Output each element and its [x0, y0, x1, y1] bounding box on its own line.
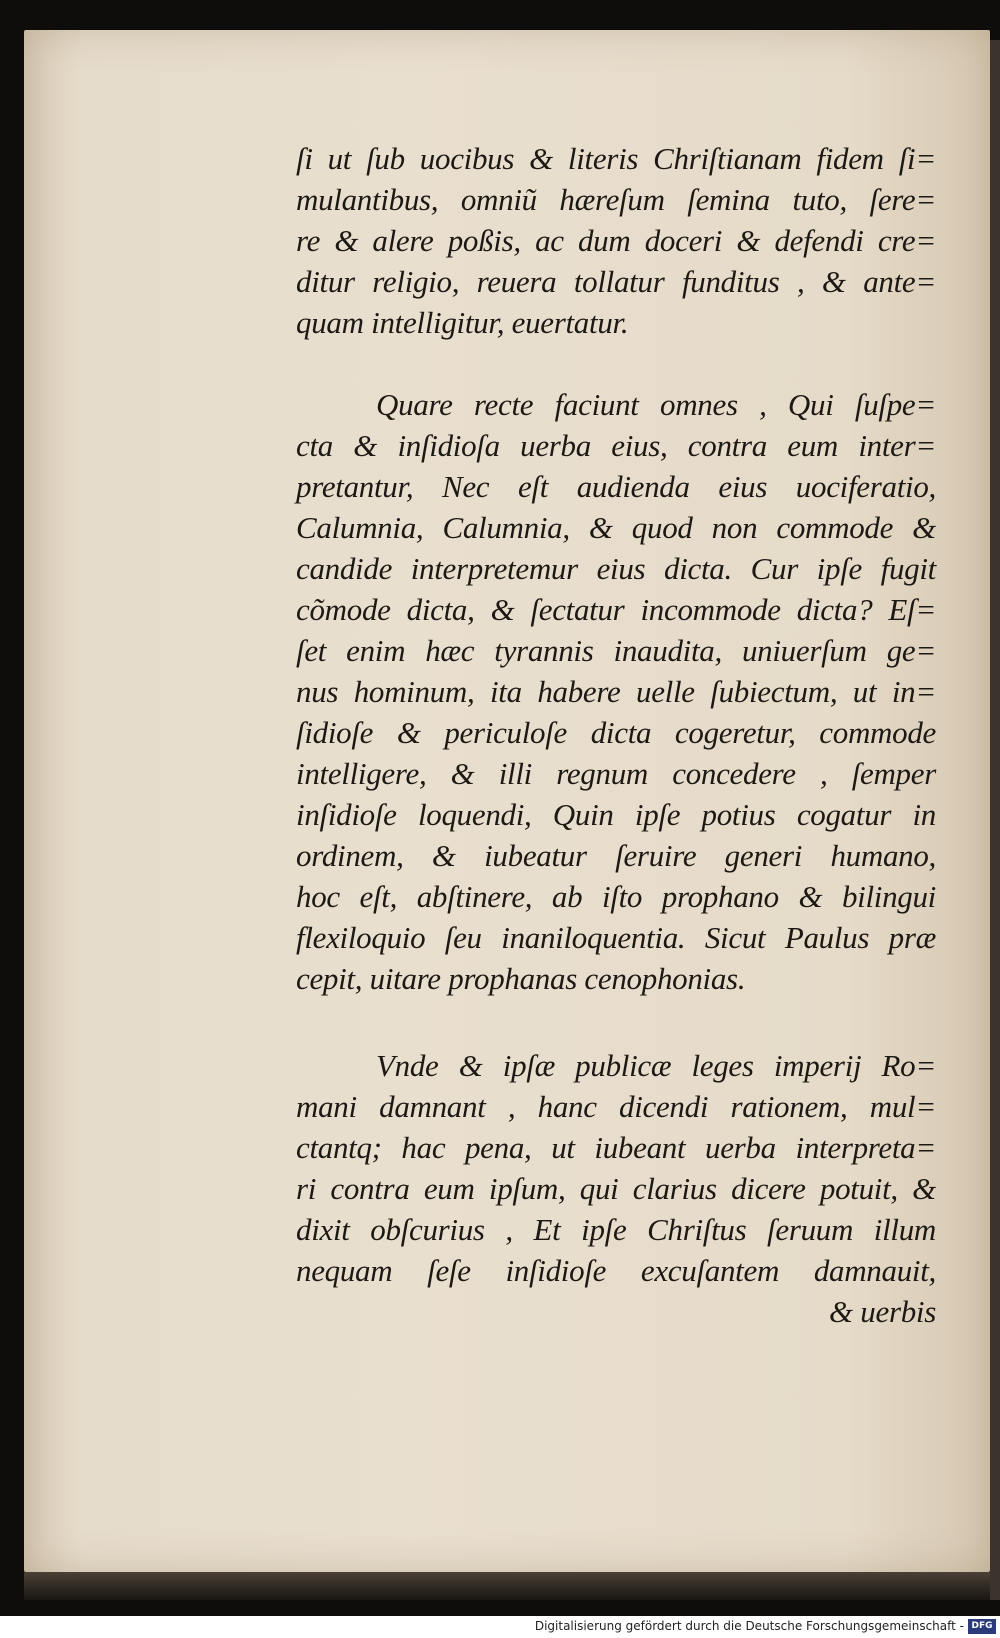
paragraph-2 — [296, 384, 936, 999]
dfg-logo: DFG — [968, 1619, 996, 1634]
text-line: mulantibus, omniũ hæreſum ſemina tuto, ſere= — [296, 182, 936, 217]
text-line: ſet enim hæc tyrannis inaudita, uniuerſum ge= — [296, 633, 936, 668]
text-line: Calumnia, Calumnia, & quod non commode & — [296, 510, 936, 545]
text-line: re & alere poßis, ac dum doceri & defendi cre= — [296, 223, 936, 258]
text-line: cepit, uitare prophanas cenophonias. — [296, 961, 746, 996]
text-line: ſi ut ſub uocibus & literis Chriſtianam fidem ſi= — [296, 141, 936, 176]
text-line: nus hominum, ita habere uelle ſubiectum, ut in= — [296, 674, 936, 709]
text-line: mani damnant , hanc dicendi rationem, mul= — [296, 1089, 936, 1124]
footer-credit: Digitalisierung gefördert durch die Deutsche Forschungsgemeinschaft - — [534, 1619, 964, 1633]
text-line: candide interpretemur eius dicta. Cur ipſe fugit — [296, 551, 936, 586]
paragraph-1 — [296, 138, 936, 343]
text-line: intelligere, & illi regnum concedere , ſemper — [296, 756, 936, 791]
text-line: ctantq; hac pena, ut iubeant uerba interpreta= — [296, 1130, 936, 1165]
digitization-footer — [0, 1616, 1000, 1638]
text-line: ſidioſe & periculoſe dicta cogeretur, commode — [296, 715, 936, 750]
text-line: Vnde & ipſæ publicæ leges imperij Ro= — [376, 1048, 936, 1083]
text-line: nequam ſeſe inſidioſe excuſantem damnauit, — [296, 1253, 936, 1288]
text-line: ri contra eum ipſum, qui clarius dicere potuit, & — [296, 1171, 936, 1206]
text-line: cõmode dicta, & ſectatur incommode dicta? Eſ= — [296, 592, 936, 627]
page-right-edge — [990, 40, 1000, 1600]
text-line: ordinem, & iubeatur ſeruire generi humano, — [296, 838, 936, 873]
paragraph-3 — [296, 1045, 936, 1332]
text-line: pretantur, Nec eſt audienda eius uociferatio, — [296, 469, 936, 504]
text-line: inſidioſe loquendi, Quin ipſe potius cogatur in — [296, 797, 936, 832]
text-line: flexiloquio ſeu inaniloquentia. Sicut Paulus præ — [296, 920, 936, 955]
catchword: & uerbis — [829, 1294, 936, 1329]
text-line: cta & inſidioſa uerba eius, contra eum inter= — [296, 428, 936, 463]
text-line: Quare recte faciunt omnes , Qui ſuſpe= — [376, 387, 936, 422]
page-bottom-edge — [24, 1572, 990, 1600]
text-line: dixit obſcurius , Et ipſe Chriſtus ſeruum illum — [296, 1212, 936, 1247]
text-line: quam intelligitur, euertatur. — [296, 305, 629, 340]
text-line: ditur religio, reuera tollatur funditus , & ante= — [296, 264, 936, 299]
text-line: hoc eſt, abſtinere, ab iſto prophano & bilingui — [296, 879, 936, 914]
